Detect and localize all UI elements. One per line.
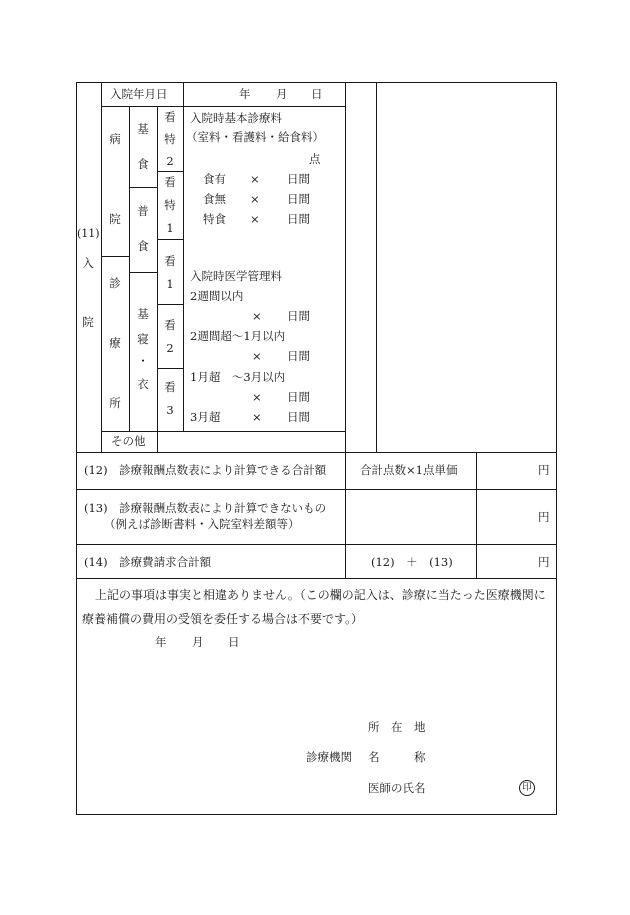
meal-row-times: × xyxy=(250,172,260,186)
mgmt-row-times: × xyxy=(252,410,262,424)
divider-col-f xyxy=(345,82,346,452)
mgmt-row-times: × xyxy=(252,349,262,363)
basic-bedding-char: 基 xyxy=(137,307,149,321)
row12-unit: 円 xyxy=(538,463,550,477)
mgmt-row-label: 2週間以内 xyxy=(190,289,244,303)
outer-left-border xyxy=(76,82,77,814)
nursing1-char: 看 xyxy=(164,254,176,268)
basic-fee-title: 入院時基本診療料 xyxy=(190,111,282,125)
row12-calc: 合計点数×1点単価 xyxy=(360,463,458,477)
section11-label-char: 入 xyxy=(82,256,94,270)
admission-date-label: 入院年月日 xyxy=(110,87,168,101)
cert-date-year: 年 xyxy=(155,635,167,649)
divider-nursing2-nursing3 xyxy=(157,368,183,369)
mgmt-row-label: 1月超 ～3月以内 xyxy=(190,370,286,384)
nursing2-char: 2 xyxy=(166,341,174,355)
cert-date-month: 月 xyxy=(192,635,204,649)
section11-number: (11) xyxy=(77,227,100,240)
row14-unit: 円 xyxy=(538,555,550,569)
row14-formula: (12) ＋ (13) xyxy=(371,555,453,569)
meal-row-times: × xyxy=(250,212,260,226)
nursing-special1-char: 1 xyxy=(166,221,174,235)
normal-meal-char: 食 xyxy=(137,239,149,253)
row14-label: (14) 診療費請求合計額 xyxy=(84,555,212,569)
cert-name-label: 名 称 xyxy=(368,750,426,764)
meal-row-label: 食有 xyxy=(203,172,226,186)
divider-basicmeal-normalmeal xyxy=(129,187,157,188)
row13-note: （例えば診断書料・入院室料差額等） xyxy=(104,517,300,531)
cert-statement-line1: 上記の事項は事実と相違ありません。（この欄の記入は、診療に当たった医療機関に xyxy=(95,588,546,602)
section11-label-char: 院 xyxy=(82,315,94,329)
divider-special1-nursing1 xyxy=(157,239,183,240)
nursing-special2-char: 特 xyxy=(164,132,176,146)
divider-col-c xyxy=(129,106,130,431)
mgmt-row-times: × xyxy=(252,309,262,323)
divider-date-row xyxy=(101,106,345,107)
nursing-special1-char: 特 xyxy=(164,198,176,212)
divider-amount-col1 xyxy=(345,452,346,578)
basic-bedding-char: 衣 xyxy=(137,377,149,391)
meal-row-times: × xyxy=(250,192,260,206)
row12-label: (12) 診療報酬点数表により計算できる合計額 xyxy=(84,463,327,477)
divider-col-g xyxy=(376,82,377,452)
nursing1-char: 1 xyxy=(166,277,174,291)
row13-unit: 円 xyxy=(538,510,550,524)
divider-col-e xyxy=(183,82,184,432)
divider-col-b xyxy=(101,82,102,452)
basic-fee-note: （室料・看護料・給食料） xyxy=(186,130,324,144)
cert-institution-label: 診療機関 xyxy=(306,750,352,764)
mgmt-row-unit: 日間 xyxy=(287,390,310,404)
nursing-special1-char: 看 xyxy=(164,175,176,189)
mgmt-row-times: × xyxy=(252,390,262,404)
mgmt-row-unit: 日間 xyxy=(287,410,310,424)
outer-right-border xyxy=(556,82,557,814)
mgmt-row-unit: 日間 xyxy=(287,309,310,323)
clinic-char: 療 xyxy=(109,336,121,350)
divider-other-row xyxy=(101,431,345,432)
nursing-special2-char: 2 xyxy=(166,154,174,168)
divider-hospital-clinic xyxy=(101,256,129,257)
divider-amount-col2 xyxy=(476,452,477,578)
divider-cert-top xyxy=(76,578,556,579)
meal-row-unit: 日間 xyxy=(287,212,310,226)
row13-label: (13) 診療報酬点数表により計算できないもの xyxy=(84,501,327,515)
normal-meal-char: 普 xyxy=(137,204,149,218)
divider-col-d xyxy=(157,106,158,452)
divider-meal-bedding xyxy=(129,272,157,273)
basic-fee-points-label: 点 xyxy=(309,152,321,166)
ward-char: 院 xyxy=(109,212,121,226)
ward-char: 病 xyxy=(109,132,121,146)
basic-bedding-char: 寝 xyxy=(137,332,149,346)
divider-row12-top xyxy=(76,452,556,453)
nursing3-char: 看 xyxy=(164,380,176,394)
divider-special2-special1 xyxy=(157,171,183,172)
cert-address-label: 所 在 地 xyxy=(368,720,426,734)
mgmt-row-label: 3月超 xyxy=(190,410,221,424)
divider-row14-top xyxy=(76,544,556,545)
admission-date-year: 年 xyxy=(239,87,251,101)
nursing-special2-char: 看 xyxy=(164,110,176,124)
cert-date-day: 日 xyxy=(228,635,240,649)
top-border xyxy=(76,82,556,83)
mgmt-row-label: 2週間超～1月以内 xyxy=(190,329,286,343)
mgmt-title: 入院時医学管理料 xyxy=(190,269,282,283)
bottom-border xyxy=(76,814,557,815)
cert-doctor-label: 医師の氏名 xyxy=(368,781,426,795)
meal-row-unit: 日間 xyxy=(287,172,310,186)
mgmt-row-unit: 日間 xyxy=(287,349,310,363)
nursing3-char: 3 xyxy=(166,403,174,417)
divider-nursing1-nursing2 xyxy=(157,304,183,305)
admission-date-day: 日 xyxy=(311,87,323,101)
meal-row-label: 特食 xyxy=(203,212,226,226)
basic-meal-char: 食 xyxy=(137,157,149,171)
admission-date-month: 月 xyxy=(276,87,288,101)
other-label: その他 xyxy=(111,434,146,448)
clinic-char: 診 xyxy=(109,276,121,290)
nursing2-char: 看 xyxy=(164,318,176,332)
basic-bedding-char: ・ xyxy=(137,354,149,368)
cert-statement-line2: 療養補償の費用の受領を委任する場合は不要です。） xyxy=(82,612,364,626)
meal-row-label: 食無 xyxy=(203,192,226,206)
basic-meal-char: 基 xyxy=(137,122,149,136)
seal-mark: 印 xyxy=(519,780,535,796)
divider-row13-top xyxy=(76,489,556,490)
clinic-char: 所 xyxy=(109,396,121,410)
meal-row-unit: 日間 xyxy=(287,192,310,206)
